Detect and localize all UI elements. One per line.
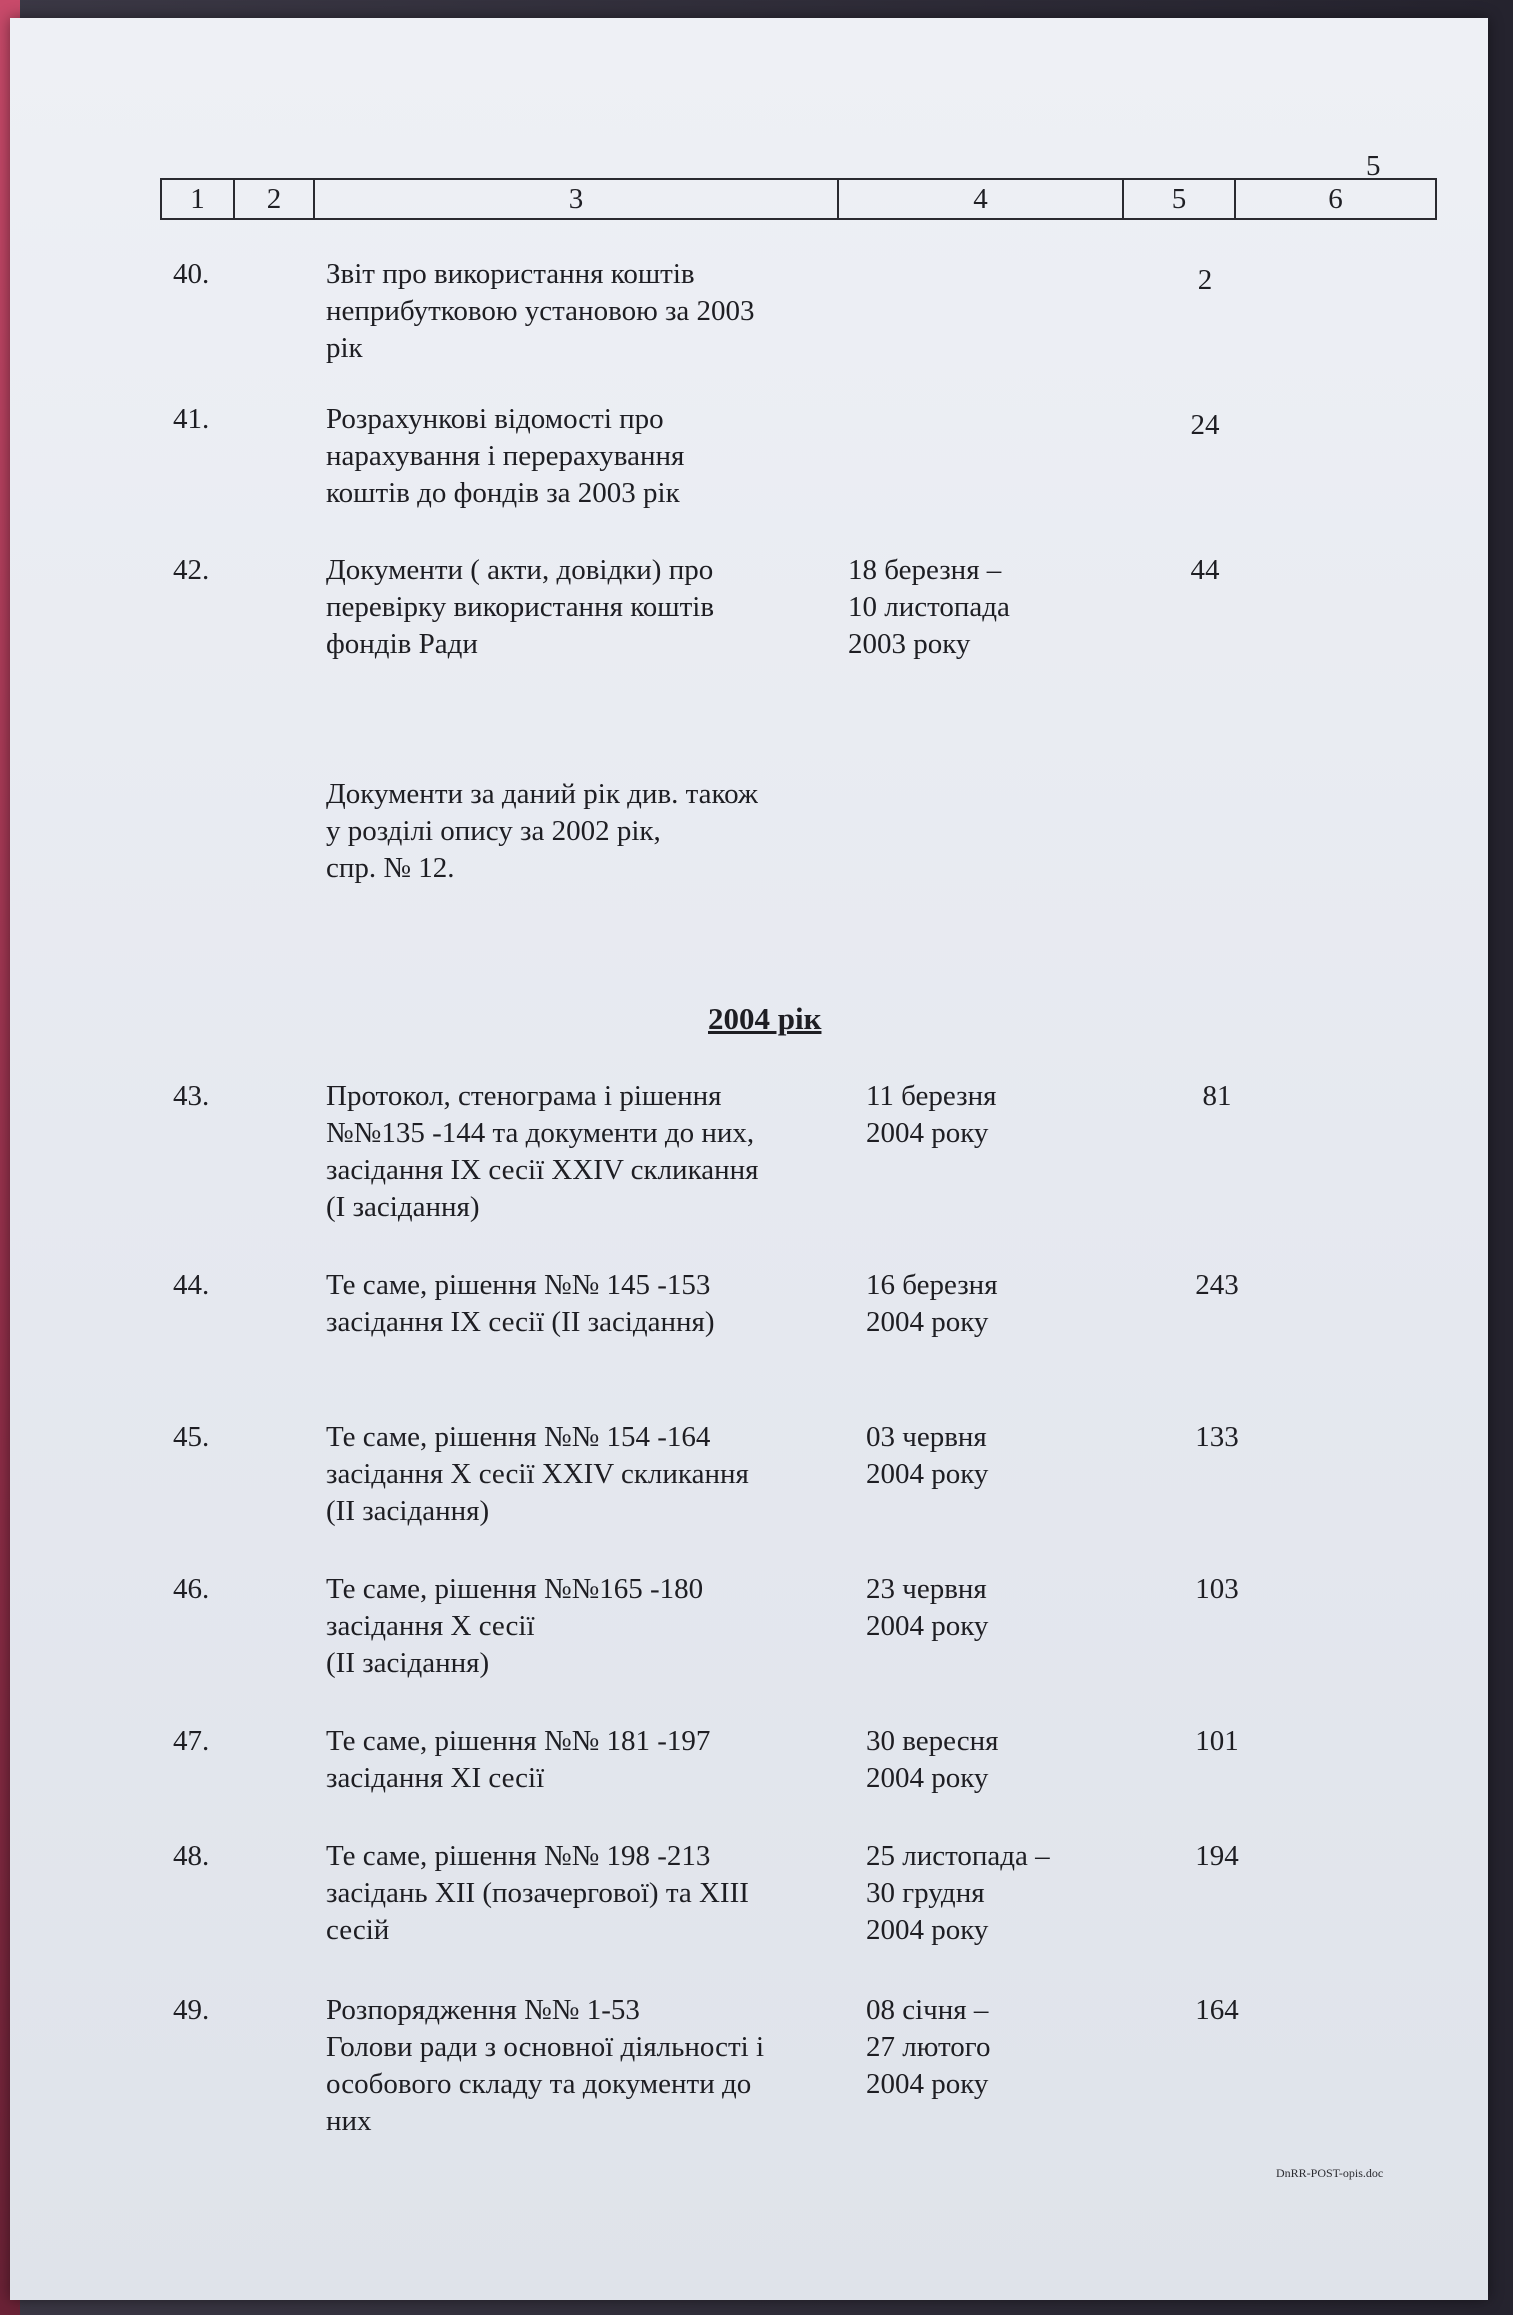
- entry-title: [326, 401, 846, 512]
- title-line: Голови ради з основної діяльності і: [326, 2031, 765, 2063]
- title-line: особового складу та документи до: [326, 2068, 752, 2100]
- date-line: 10 листопада: [848, 591, 1010, 623]
- entry-number: 44.: [173, 1269, 210, 1301]
- date-line: 25 листопада –: [866, 1840, 1050, 1872]
- entry-sheet-count: 243: [1195, 1269, 1239, 1301]
- entry-number: 41.: [173, 403, 210, 435]
- note-line: Документи за даний рік див. також: [326, 778, 758, 810]
- entry-sheet-count: 44: [1190, 554, 1220, 586]
- entry-number: 45.: [173, 1421, 210, 1453]
- entry-number: 49.: [173, 1994, 210, 2026]
- title-line: Те саме, рішення №№ 154 -164: [326, 1421, 711, 1453]
- date-line: 2004 року: [866, 1914, 989, 1946]
- date-line: 27 лютого: [866, 2031, 991, 2063]
- entry-number: 47.: [173, 1725, 210, 1757]
- document-page: [10, 18, 1488, 2300]
- column-header-row: [161, 179, 1436, 219]
- title-line: рік: [326, 332, 363, 364]
- title-line: (I засідання): [326, 1191, 480, 1223]
- column-header-2: 2: [234, 179, 314, 219]
- footer-filename: DnRR-POST-opis.doc: [1276, 2166, 1384, 2180]
- title-line: засідань XII (позачергової) та XIII: [326, 1877, 749, 1909]
- title-line: Документи ( акти, довідки) про: [326, 554, 714, 586]
- title-line: №№135 -144 та документи до них,: [326, 1117, 755, 1149]
- date-line: 16 березня: [866, 1269, 998, 1301]
- date-line: 2004 року: [866, 1762, 989, 1794]
- column-header-3: 3: [314, 179, 838, 219]
- entry-title: [326, 552, 846, 663]
- title-line: засідання X сесії: [326, 1610, 535, 1642]
- title-line: засідання XI сесії: [326, 1762, 545, 1794]
- page-number: 5: [1366, 150, 1381, 182]
- entry-date: [866, 1078, 1106, 1152]
- column-header-4: 4: [838, 179, 1123, 219]
- entry-title: [326, 1992, 846, 2140]
- title-line: Розпорядження №№ 1-53: [326, 1994, 640, 2026]
- title-line: Звіт про використання коштів: [326, 258, 695, 290]
- date-line: 2004 року: [866, 1610, 989, 1642]
- entry-title: [326, 256, 846, 367]
- date-line: 23 червня: [866, 1573, 987, 1605]
- entry-sheet-count: 2: [1197, 264, 1213, 296]
- title-line: сесій: [326, 1914, 390, 1946]
- title-line: перевірку використання коштів: [326, 591, 715, 623]
- title-line: засідання IX сесії XXIV скликання: [326, 1154, 759, 1186]
- entry-sheet-count: 103: [1195, 1573, 1239, 1605]
- column-header-1: 1: [161, 179, 234, 219]
- title-line: Розрахункові відомості про: [326, 403, 664, 435]
- column-header-5: 5: [1123, 179, 1235, 219]
- title-line: Те саме, рішення №№ 181 -197: [326, 1725, 711, 1757]
- date-line: 2004 року: [866, 1458, 989, 1490]
- entry-title: [326, 1723, 846, 1797]
- entry-date: [866, 1838, 1106, 1949]
- column-header-6: 6: [1235, 179, 1436, 219]
- column-header-table: [160, 178, 1437, 220]
- entry-title: [326, 1267, 846, 1341]
- entry-sheet-count: 133: [1195, 1421, 1239, 1453]
- note-line: спр. № 12.: [326, 852, 455, 884]
- entry-number: 42.: [173, 554, 210, 586]
- date-line: 30 грудня: [866, 1877, 985, 1909]
- entry-date: [866, 1723, 1106, 1797]
- entry-date: [866, 1419, 1106, 1493]
- title-line: Те саме, рішення №№ 198 -213: [326, 1840, 711, 1872]
- entry-sheet-count: 194: [1195, 1840, 1239, 1872]
- entry-date: [866, 1571, 1106, 1645]
- title-line: Те саме, рішення №№165 -180: [326, 1573, 704, 1605]
- entry-sheet-count: 164: [1195, 1994, 1239, 2026]
- section-heading-year: 2004 рік: [708, 1001, 822, 1036]
- entry-number: 48.: [173, 1840, 210, 1872]
- entry-title: [326, 1838, 846, 1949]
- date-line: 08 січня –: [866, 1994, 989, 2026]
- title-line: (II засідання): [326, 1495, 490, 1527]
- title-line: нарахування і перерахування: [326, 440, 685, 472]
- entry-sheet-count: 81: [1202, 1080, 1232, 1112]
- title-line: коштів до фондів за 2003 рік: [326, 477, 680, 509]
- date-line: 2004 року: [866, 1306, 989, 1338]
- entry-date: [848, 552, 1088, 663]
- date-line: 11 березня: [866, 1080, 997, 1112]
- date-line: 03 червня: [866, 1421, 987, 1453]
- entry-title: [326, 1078, 846, 1226]
- title-line: Те саме, рішення №№ 145 -153: [326, 1269, 711, 1301]
- date-line: 30 вересня: [866, 1725, 999, 1757]
- title-line: засідання X сесії XXIV скликання: [326, 1458, 749, 1490]
- date-line: 2004 року: [866, 2068, 989, 2100]
- title-line: засідання IX сесії (II засідання): [326, 1306, 715, 1338]
- entry-title: [326, 1419, 846, 1530]
- entry-sheet-count: 101: [1195, 1725, 1239, 1757]
- date-line: 2004 року: [866, 1117, 989, 1149]
- note-text: [326, 776, 846, 887]
- title-line: (II засідання): [326, 1647, 490, 1679]
- date-line: 2003 року: [848, 628, 971, 660]
- entry-date: [866, 1992, 1106, 2103]
- entry-number: 46.: [173, 1573, 210, 1605]
- note-line: у розділі опису за 2002 рік,: [326, 815, 661, 847]
- date-line: 18 березня –: [848, 554, 1002, 586]
- title-line: Протокол, стенограма і рішення: [326, 1080, 722, 1112]
- entry-number: 40.: [173, 258, 210, 290]
- title-line: них: [326, 2105, 372, 2137]
- title-line: неприбутковою установою за 2003: [326, 295, 755, 327]
- entry-number: 43.: [173, 1080, 210, 1112]
- entry-title: [326, 1571, 846, 1682]
- title-line: фондів Ради: [326, 628, 478, 660]
- entry-sheet-count: 24: [1190, 409, 1220, 441]
- entry-date: [866, 1267, 1106, 1341]
